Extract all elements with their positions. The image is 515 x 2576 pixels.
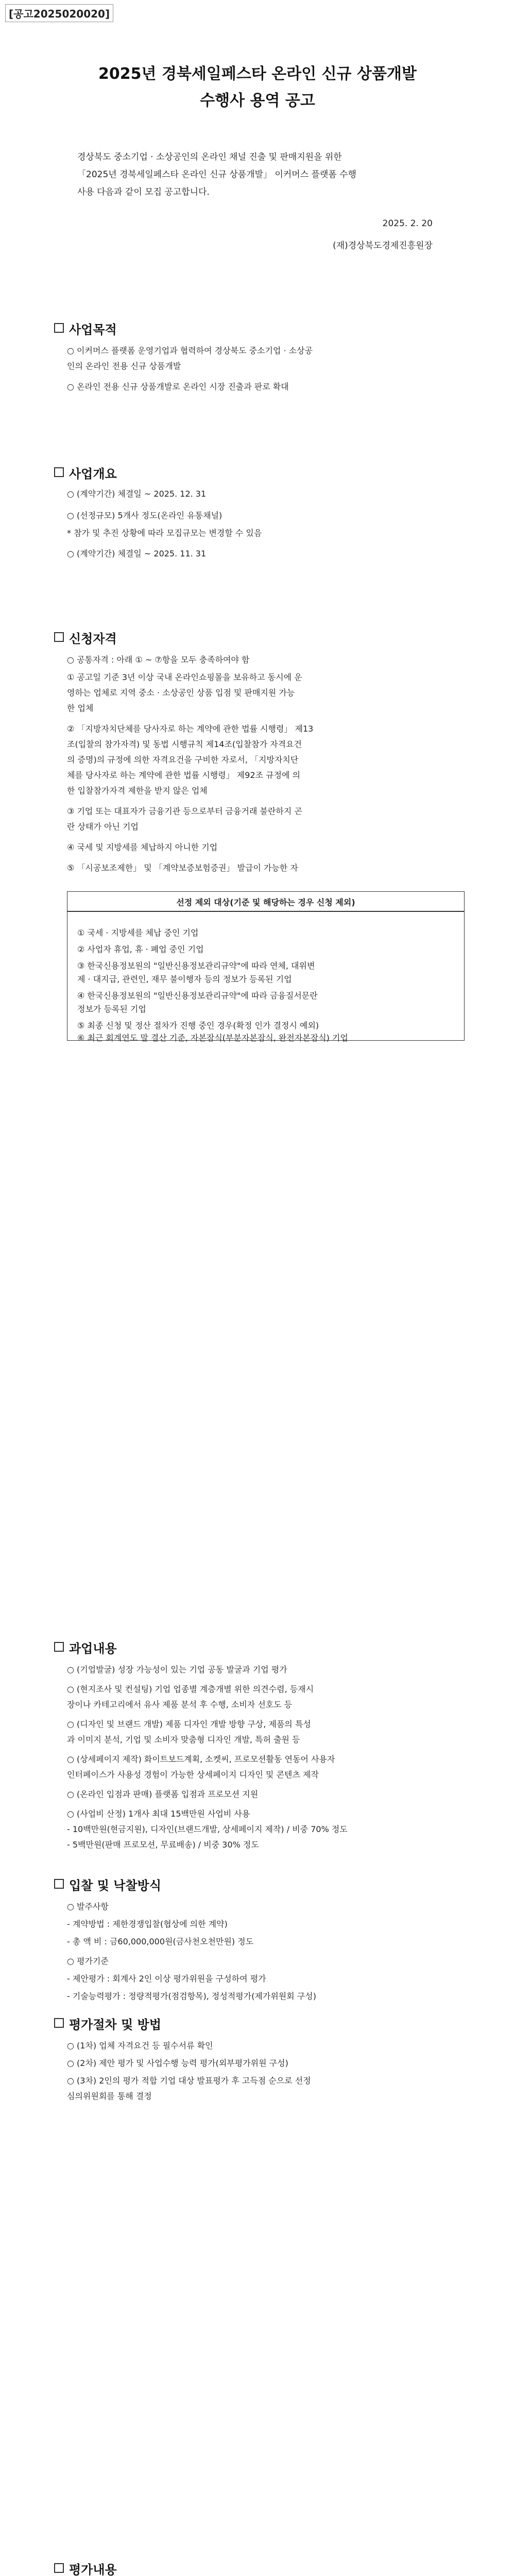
overview-item: ○ (선정규모) 5개사 정도(온라인 유통채널) (67, 511, 222, 520)
eligibility-item: ④ 국세 및 지방세를 체납하지 아니한 기업 (67, 842, 218, 852)
evaluator-item: 심의위원회를 통해 결정 (67, 2091, 152, 2101)
eligibility-item: 한 업체 (67, 703, 94, 713)
exclusion-item: ① 국세 · 지방세를 체납 중인 기업 (77, 928, 199, 938)
section-bid-heading: 입찰 및 낙찰방식 (54, 1875, 161, 1893)
section-purpose-heading: 사업목적 (54, 319, 117, 337)
section-evaluator-heading: 평가절차 및 방법 (54, 2014, 161, 2032)
intro-line3: 사용 다음과 같이 모집 공고합니다. (77, 187, 210, 197)
overview-item: ○ (계약기간) 체결일 ~ 2025. 11. 31 (67, 549, 207, 558)
purpose-item: 인의 온라인 전용 신규 상품개발 (67, 361, 181, 371)
task-item: ○ (기업발굴) 성장 가능성이 있는 기업 공동 발굴과 기업 평가 (67, 1665, 287, 1674)
bid-item: - 총 액 비 : 금60,000,000원(금사천오천만원) 정도 (67, 1937, 254, 1946)
eligibility-item: 조(입찰의 참가자격) 및 동법 시행규칙 제14조(입찰참가 자격요건 (67, 739, 302, 749)
section-tasks-heading: 과업내용 (54, 1638, 117, 1656)
task-item: ○ (사업비 산정) 1개사 최대 15백만원 사업비 사용 (67, 1809, 250, 1819)
bid-item: ○ 평가기준 (67, 1956, 109, 1966)
task-item: ○ (디자인 및 브랜드 개발) 제품 디자인 개발 방향 구상, 제품의 특성 (67, 1719, 311, 1729)
exclusion-box-header (67, 891, 465, 912)
exclusion-item: ⑤ 최종 신청 및 정산 절차가 진행 중인 경우(확정 인가 결정시 예외) (77, 1021, 319, 1030)
task-item: 과 이미지 분석, 기업 및 소비자 맞춤형 디자인 개발, 특허 출원 등 (67, 1735, 300, 1744)
exclusion-item: ② 사업자 휴업, 휴 · 폐업 중인 기업 (77, 944, 204, 954)
section-evaluation-heading: 평가내용 (54, 2560, 117, 2576)
square-bullet-icon (54, 467, 64, 477)
evaluator-item: ○ (3차) 2인의 평가 적합 기업 대상 발표평가 후 고득점 순으로 선정 (67, 2076, 311, 2086)
task-item: 인터페이스가 사용성 경험이 가능한 상세페이지 디자인 및 콘텐츠 제작 (67, 1770, 319, 1780)
purpose-item: ○ 이커머스 플랫폼 운영기업과 협력하여 경상북도 중소기업 · 소상공 (67, 346, 313, 355)
square-bullet-icon (54, 1642, 64, 1652)
overview-item: * 참가 및 추진 상황에 따라 모집규모는 변경할 수 있음 (67, 528, 262, 538)
square-bullet-icon (54, 323, 64, 333)
bid-item: - 기술능력평가 : 정량적평가(점검항목), 정성적평가(제가위원회 구성) (67, 1991, 316, 2001)
doc-title-line2: 수행사 용역 공고 (200, 92, 315, 110)
square-bullet-icon (54, 2018, 64, 2028)
intro-date: 2025. 2. 20 (382, 218, 433, 229)
bid-item: - 계약방법 : 제한경쟁입찰(협상에 의한 계약) (67, 1919, 228, 1929)
eligibility-item: 의 증명)의 규정에 의한 자격요건을 구비한 자로서, 「지방자치단 (67, 755, 299, 765)
section-eligibility-heading: 신청자격 (54, 629, 117, 647)
exclusion-item: ⑥ 최근 회계연도 말 결산 기준, 자본잠식(부분자본잠식, 완전자본잠식) 기업 (77, 1033, 348, 1043)
eligibility-item: ② 「지방자치단체를 당사자로 하는 계약에 관한 법률 시행령」 제13 (67, 724, 314, 734)
square-bullet-icon (54, 632, 64, 642)
overview-item: ○ (계약기간) 체결일 ~ 2025. 12. 31 (67, 489, 207, 499)
section-overview-heading: 사업개요 (54, 464, 117, 482)
eligibility-item: 한 입찰참가자격 제한을 받지 않은 업체 (67, 786, 208, 795)
eligibility-item: ③ 기업 또는 대표자가 금융기관 등으로부터 금융거래 불란하지 곤 (67, 806, 302, 816)
task-item: - 10백만원(현금지원), 디자인(브랜드개발, 상세페이지 제작) / 비중 70% 정도 (67, 1824, 348, 1834)
eligibility-item: 체를 당사자로 하는 계약에 관한 법률 시행령」 제92조 규정에 의 (67, 770, 301, 780)
bid-item: - 제안평가 : 회계사 2인 이상 평가위원을 구성하여 평가 (67, 1974, 266, 1984)
exclusion-item: ③ 한국신용정보원의 "일반신용정보관리규약"에 따라 연체, 대위변 (77, 961, 315, 971)
evaluator-item: ○ (2차) 제안 평가 및 사업수행 능력 평가(외부평가위원 구성) (67, 2058, 288, 2068)
exclusion-item: 정보가 등록된 기업 (77, 1004, 146, 1014)
eligibility-item: 영하는 업체로 지역 중소 · 소상공인 상품 입점 및 판매지원 가능 (67, 688, 295, 698)
eligibility-item: ⑤ 「시공보조제한」 및 「계약보증보험증권」 발급이 가능한 자 (67, 863, 298, 873)
eligibility-item: 란 상태가 아닌 기업 (67, 822, 139, 832)
exclusion-item: 제 · 대지급, 관련인, 재무 불이행자 등의 정보가 등록된 기업 (77, 974, 292, 984)
exclusion-item: ④ 한국신용정보원의 "일반신용정보관리규약"에 따라 금융질서문란 (77, 991, 318, 1001)
task-item: ○ (현지조사 및 컨설팅) 기업 업종별 계층개별 위한 의견수렴, 등재시 (67, 1684, 314, 1694)
eligibility-item: ○ 공통자격 : 아래 ① ~ ⑦항을 모두 충족하여야 함 (67, 655, 250, 665)
exclusion-box-title: 선정 제외 대상(기준 및 해당하는 경우 신청 제외) (176, 897, 355, 907)
square-bullet-icon (54, 1879, 64, 1889)
intro-line1: 경상북도 중소기업 · 소상공인의 온라인 채널 진출 및 판매지원을 위한 (77, 152, 342, 162)
task-item: - 5백만원(판매 프로모션, 무료배송) / 비중 30% 정도 (67, 1840, 259, 1850)
square-bullet-icon (54, 2563, 64, 2573)
evaluator-item: ○ (1차) 업체 자격요건 등 필수서류 확인 (67, 2041, 213, 2050)
doc-title-line1: 2025년 경북세일페스타 온라인 신규 상품개발 (98, 65, 417, 83)
intro-org: (재)경상북도경제진흥원장 (333, 241, 433, 251)
purpose-item: ○ 온라인 전용 신규 상품개발로 온라인 시장 진출과 판로 확대 (67, 382, 289, 392)
task-item: 장이나 카테고리에서 유사 제품 분석 후 수행, 소비자 선호도 등 (67, 1700, 293, 1709)
task-item: ○ (상세페이지 제작) 화이트보드계획, 소켓씨, 프로모션활동 연동어 사용자 (67, 1754, 335, 1764)
task-item: ○ (온라인 입점과 판매) 플랫폼 입점과 프로모션 지원 (67, 1789, 259, 1799)
eligibility-item: ① 공고일 기준 3년 이상 국내 온라인쇼핑몰을 보유하고 동시에 운 (67, 672, 302, 682)
bid-item: ○ 발주사항 (67, 1902, 109, 1911)
intro-line2: 「2025년 경북세일페스타 온라인 신규 상품개발」 이커머스 플랫폼 수행 (77, 170, 357, 180)
document-number: [공고2025020020] (5, 4, 113, 22)
